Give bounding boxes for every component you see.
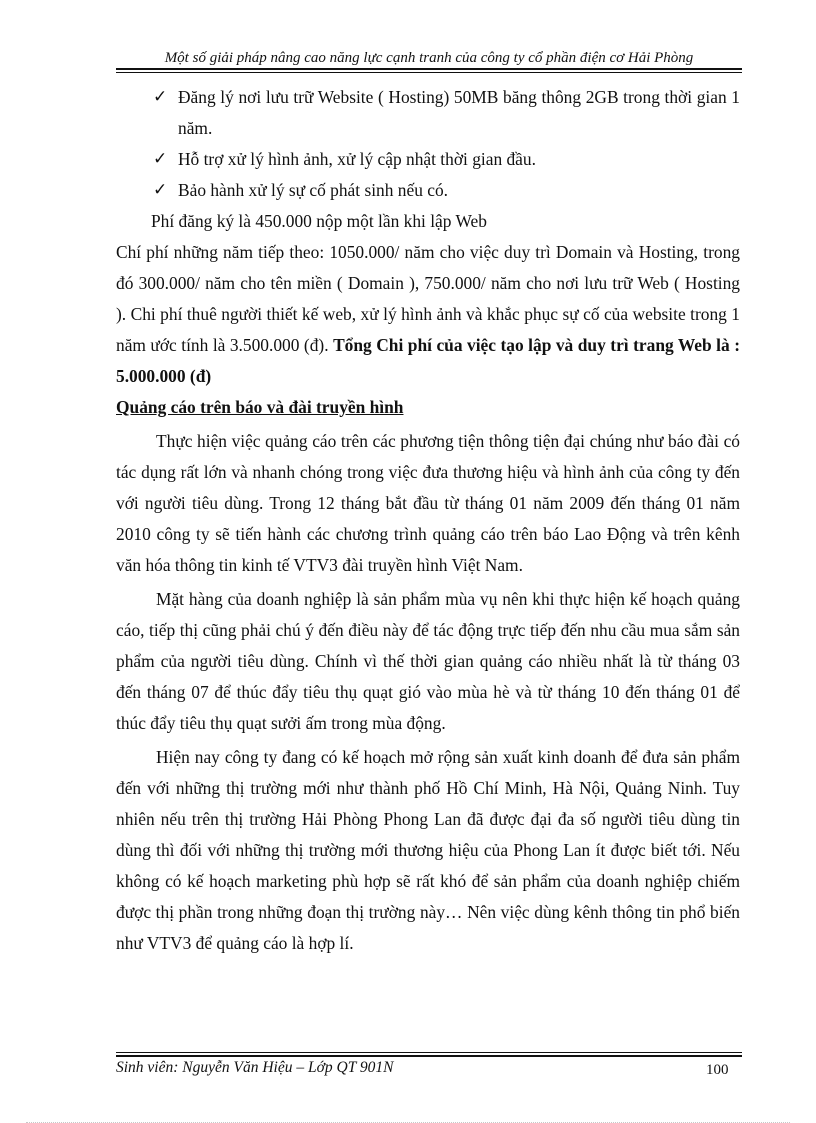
checklist-item-text: Bảo hành xử lý sự cố phát sinh nếu có. [178, 180, 449, 200]
checklist-item [116, 82, 740, 144]
checklist-item-text: Đăng lý nơi lưu trữ Website ( Hosting) 50MB băng thông 2GB trong thời gian 1 năm. [178, 87, 740, 138]
check-mark-icon: ✓ [153, 149, 168, 169]
header-rule [116, 68, 742, 70]
section-heading: Quảng cáo trên báo và đài truyền hình [116, 397, 404, 417]
header-rule-thin [116, 72, 742, 73]
cost-paragraph-text: Chí phí những năm tiếp theo: 1050.000/ năm cho việc duy trì Domain và Hosting, trong đó 300.000/ năm cho tên miền ( Domain ), 750.000/ năm cho nơi lưu trữ Web ( Hosting ). Chi phí thuê người thiết kế web, xử lý hình ảnh và khắc phục sự cố của website trong 1 năm ước tính là 3.500.000 (đ). [116, 242, 740, 355]
body-paragraph: Thực hiện việc quảng cáo trên các phương tiện thông tiện đại chúng như báo đài có tác dụng rất lớn và nhanh chóng trong việc đưa thương hiệu và hình ảnh của công ty đến với người tiêu dùng. Trong 12 tháng bắt đầu từ tháng 01 năm 2009 đến tháng 01 năm 2010 công ty sẽ tiến hành các chương trình quảng cáo trên báo Lao Động và trên kênh văn hóa thông tin kinh tế VTV3 đài truyền hình Việt Nam. [116, 431, 740, 575]
page-header-title: Một số giải pháp nâng cao năng lực cạnh tranh của công ty cổ phần điện cơ Hải Phòng [164, 50, 694, 66]
footer-author: Sinh viên: Nguyễn Văn Hiệu – Lớp QT 901N [116, 1059, 394, 1076]
total-cost-text: Tổng Chi phí của việc tạo lập và duy trì trang Web là : 5.000.000 (đ) [116, 335, 740, 386]
checklist-item-text: Hỗ trợ xử lý hình ảnh, xử lý cập nhật thời gian đầu. [178, 149, 536, 169]
footer-rule-thin [116, 1052, 742, 1053]
body-paragraph: Hiện nay công ty đang có kế hoạch mở rộng sản xuất kinh doanh để đưa sản phẩm đến với những thị trường mới như thành phố Hồ Chí Minh, Hà Nội, Quảng Ninh. Tuy nhiên nếu trên thị trường Hải Phòng Phong Lan đã được đại đa số người tiêu dùng tin dùng thì đối với những thị trường mới thương hiệu của Phong Lan ít được biết tới. Nếu không có kế hoạch marketing phù hợp sẽ rất khó để sản phẩm của doanh nghiệp chiếm được thị phần trong những đoạn thị trường này… Nên việc dùng kênh thông tin phổ biến như VTV3 để quảng cáo là hợp lí. [116, 747, 740, 953]
checklist-item [116, 175, 740, 206]
body-paragraph: Mặt hàng của doanh nghiệp là sản phẩm mùa vụ nên khi thực hiện kế hoạch quảng cáo, tiếp thị cũng phải chú ý đến điều này để tác động trực tiếp đến nhu cầu mua sắm sản phẩm của người tiêu dùng. Chính vì thế thời gian quảng cáo nhiều nhất là từ tháng 03 đến tháng 07 để thúc đẩy tiêu thụ quạt gió vào mùa hè và từ tháng 10 đến tháng 01 để thúc đẩy tiêu thụ quạt sưởi ấm trong mùa động. [116, 589, 740, 733]
page-content [116, 82, 740, 959]
fee-line: Phí đăng ký là 450.000 nộp một lần khi lập Web [151, 211, 487, 231]
page-number: 100 [706, 1062, 729, 1078]
checklist-item [116, 144, 740, 175]
check-mark-icon: ✓ [153, 180, 168, 200]
check-mark-icon: ✓ [153, 87, 168, 107]
cost-paragraph [116, 237, 740, 392]
footer-rule [116, 1055, 742, 1057]
